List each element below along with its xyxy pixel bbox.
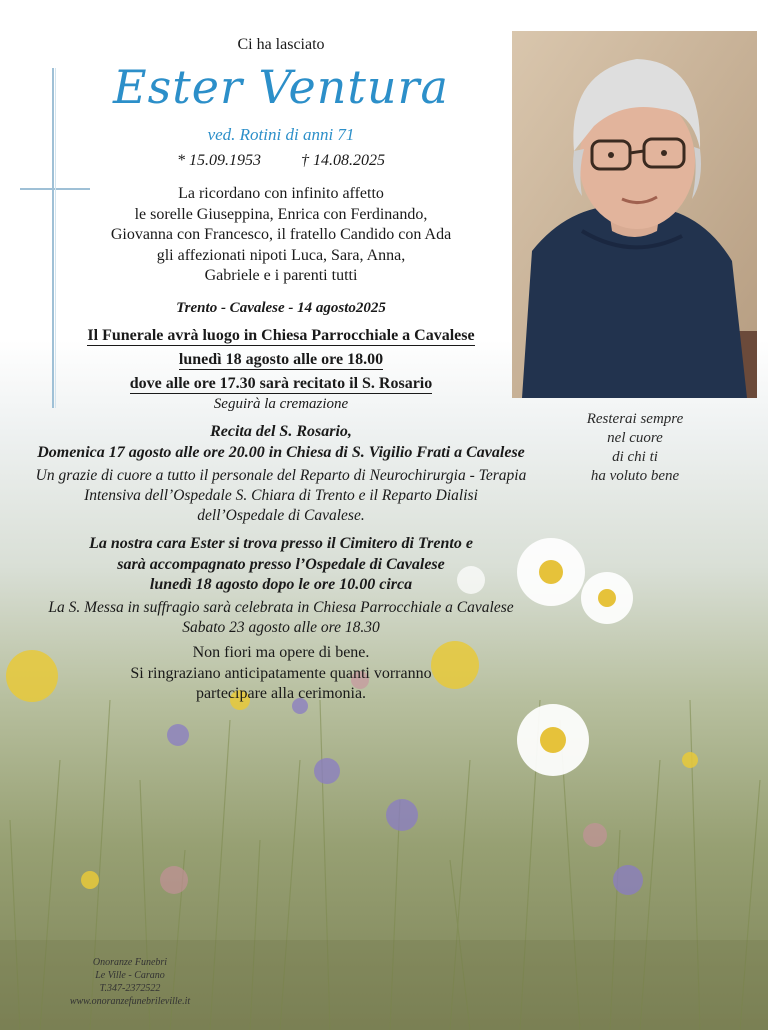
remembrance-line: gli affezionati nipoti Luca, Sara, Anna,: [156, 246, 406, 264]
thanks-block: [14, 466, 548, 526]
quote-line: Resterai sempre: [586, 411, 684, 427]
closing-line: Si ringraziano anticipatamente quanti vorranno: [130, 664, 432, 682]
death-date: † 14.08.2025: [301, 152, 385, 169]
footer-company: Onoranze Funebri: [92, 957, 168, 968]
quote-line: nel cuore: [607, 430, 663, 446]
thanks-line: dell’Ospedale di Cavalese.: [197, 507, 365, 524]
location-line: sarà accompagnato presso l’Ospedale di Cavalese: [117, 555, 445, 573]
intro-text: Ci ha lasciato: [237, 36, 325, 53]
birth-date: * 15.09.1953: [177, 152, 261, 169]
messa-line: La S. Messa in suffragio sarà celebrata in Chiesa Parrocchiale a Cavalese: [48, 599, 514, 616]
location-line: La nostra cara Ester si trova presso il Cimitero di Trento e: [89, 535, 473, 552]
remembrance-line: Giovanna con Francesco, il fratello Candido con Ada: [110, 226, 452, 243]
widow-age-line: ved. Rotini di anni 71: [207, 125, 355, 144]
rosary-line: Recita del S. Rosario,: [210, 423, 352, 440]
funeral-line: dove alle ore 17.30 sarà recitato il S. Rosario: [129, 375, 433, 392]
cremation-note: Seguirà la cremazione: [213, 396, 349, 412]
thanks-line: Un grazie di cuore a tutto il personale del Reparto di Neurochirurgia - Terapia: [35, 467, 527, 484]
quote-line: di chi ti: [612, 449, 658, 465]
funeral-line: lunedì 18 agosto alle ore 18.00: [178, 351, 384, 368]
footer-location: Le Ville - Carano: [95, 970, 165, 981]
remembrance-block: [14, 184, 548, 287]
closing-line: partecipare alla cerimonia.: [195, 685, 367, 702]
rosary-block: [14, 421, 548, 463]
ester-location-block: [14, 534, 548, 596]
place-date: Trento - Cavalese - 14 agosto2025: [176, 300, 386, 316]
life-dates: [14, 152, 548, 170]
messa-line: Sabato 23 agosto alle ore 18.30: [182, 619, 380, 636]
deceased-name: Ester Ventura: [113, 60, 449, 114]
location-line: lunedì 18 agosto dopo le ore 10.00 circa: [149, 576, 413, 593]
funeral-line: Il Funerale avrà luogo in Chiesa Parrocchiale a Cavalese: [87, 327, 475, 344]
footer-phone: T.347-2372522: [99, 983, 161, 994]
remembrance-line: Gabriele e i parenti tutti: [204, 267, 358, 284]
remembrance-line: le sorelle Giuseppina, Enrica con Ferdinando,: [134, 205, 428, 223]
memorial-quote: [560, 410, 710, 486]
thanks-line: Intensiva dell’Ospedale S. Chiara di Trento e il Reparto Dialisi: [84, 487, 478, 504]
remembrance-line: La ricordano con infinito affetto: [178, 185, 384, 202]
portrait-photo: [512, 31, 757, 398]
closing-block: [14, 643, 548, 705]
closing-line: Non fiori ma opere di bene.: [192, 644, 370, 661]
rosary-line: Domenica 17 agosto alle ore 20.00 in Chiesa di S. Vigilio Frati a Cavalese: [37, 444, 525, 461]
messa-block: [14, 598, 548, 638]
funeral-home-footer: [40, 956, 220, 1008]
funeral-block: [14, 325, 548, 397]
footer-website: www.onoranzefunebrileville.it: [69, 996, 191, 1007]
quote-line: ha voluto bene: [590, 468, 680, 484]
